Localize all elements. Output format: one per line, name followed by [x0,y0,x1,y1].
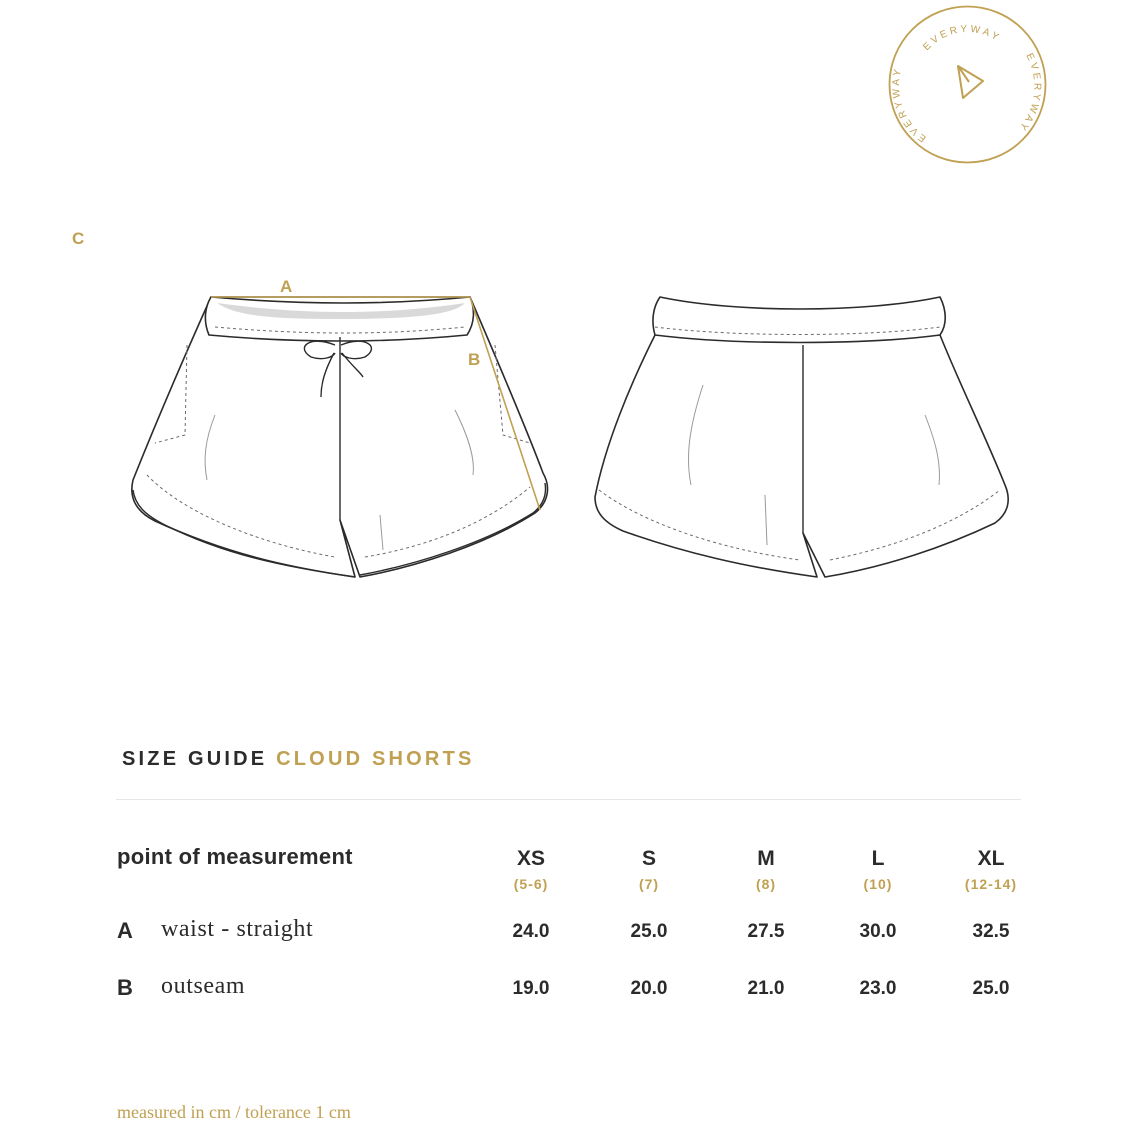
size-column-s [589,846,709,892]
table-cell: 27.5 [747,921,785,942]
footnote: measured in cm / tolerance 1 cm [117,1102,351,1122]
shorts-back-drawing [585,285,1025,595]
svg-text:EVERYWAY [921,24,1003,53]
svg-text:EVERYWAY [891,66,929,144]
size-column-l [818,846,938,892]
size-name: XL [977,847,1005,870]
shorts-front-drawing [125,275,565,595]
row-label-outseam: outseam [161,973,246,999]
size-name: M [757,847,775,870]
corner-mark: C [72,229,85,248]
row-label-waist: waist - straight [161,916,314,942]
size-guide-title [122,748,475,771]
row-letter-b: B [117,975,133,1000]
size-name: S [641,847,656,870]
brand-seal-logo [885,2,1050,167]
size-column-xl [931,846,1051,892]
table-cell: 25.0 [630,921,668,942]
table-cell: 20.0 [630,978,668,999]
table-cell: 25.0 [972,978,1010,999]
size-column-m [706,846,826,892]
measurement-label-b: B [468,350,481,369]
title-product: CLOUD SHORTS [276,748,475,770]
row-letter-a: A [117,918,133,943]
table-header-label: point of measurement [117,844,353,869]
size-name: XS [516,847,545,870]
divider [116,799,1021,800]
table-cell: 32.5 [972,921,1010,942]
table-cell: 19.0 [512,978,550,999]
table-cell: 24.0 [512,921,550,942]
table-cell: 21.0 [747,978,785,999]
size-column-xs [471,846,591,892]
seal-text-right: EVERYWAY [1015,51,1043,135]
size-age: (7) [638,876,660,892]
seal-text-left: EVERYWAY [890,65,929,144]
svg-text:EVERYWAY [1015,52,1042,134]
size-age: (12-14) [964,876,1018,892]
size-age: (10) [863,876,893,892]
seal-text-top: EVERYWAY [921,23,1003,53]
play-triangle-icon [958,66,983,98]
title-prefix: SIZE GUIDE [122,748,268,770]
size-name: L [871,847,885,870]
table-cell: 30.0 [859,921,897,942]
table-cell: 23.0 [859,978,897,999]
size-age: (5-6) [513,876,549,892]
size-age: (8) [755,876,777,892]
measurement-label-a: A [280,277,293,296]
